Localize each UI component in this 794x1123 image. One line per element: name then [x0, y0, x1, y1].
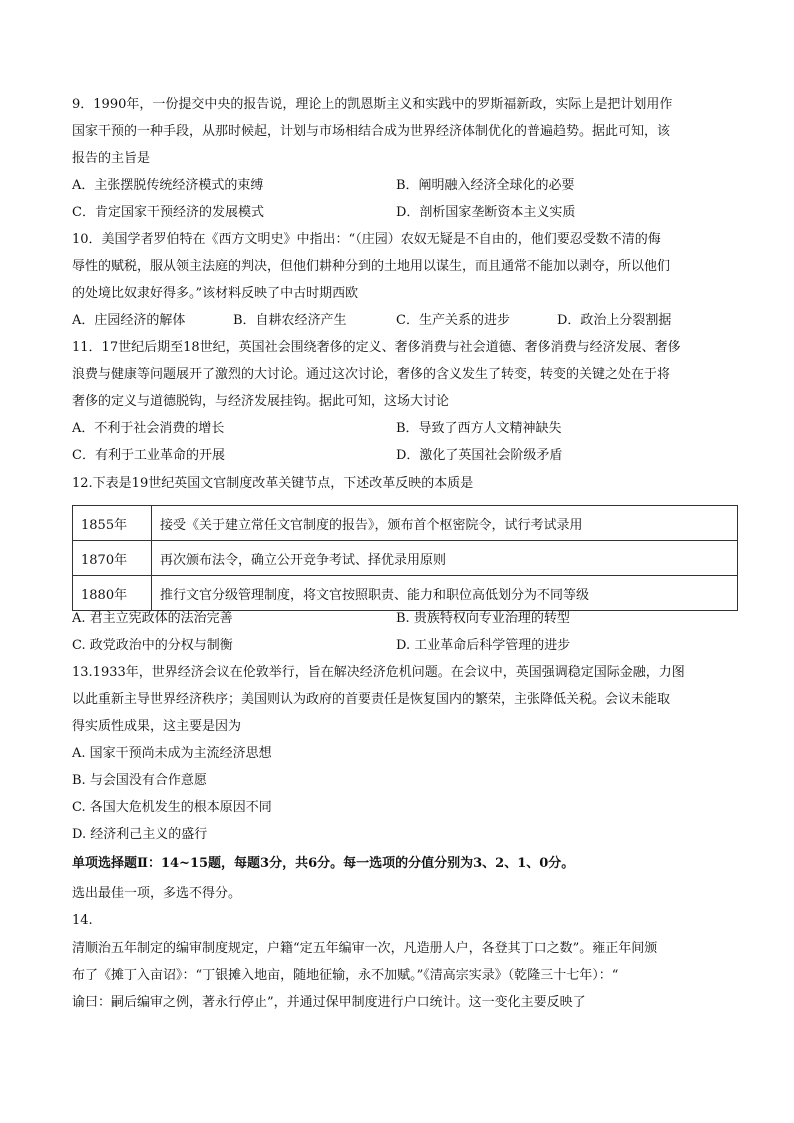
q10-stem-line-3: 的处境比奴隶好得多。”该材料反映了中古时期西欧	[72, 286, 359, 301]
q9-option-c: C．肯定国家干预经济的发展模式	[72, 205, 264, 220]
q10-stem-line-1: 10．美国学者罗伯特在《西方文明史》中指出：“（庄园）农奴无疑是不自由的，他们要忍受数不清的侮	[72, 232, 661, 247]
reform-table	[72, 505, 738, 611]
q11-stem-line-3: 奢侈的定义与道德脱钩，与经济发展挂钩。据此可知，这场大讨论	[72, 394, 450, 409]
q12-option-b: B. 贵族特权向专业治理的转型	[396, 611, 570, 626]
table-cell-content: 再次颁布法令，确立公开竞争考试、择优录用原则	[152, 541, 738, 576]
q13-option-b: B. 与会国没有合作意愿	[72, 773, 207, 788]
q13-stem-line-1: 13.1933年，世界经济会议在伦敦举行，旨在解决经济危机问题。在会议中，英国强调稳定国际金融，力图	[72, 665, 685, 680]
table-cell-year: 1855年	[73, 506, 152, 541]
q9-stem-line-3: 报告的主旨是	[72, 151, 151, 166]
q13-stem-line-3: 得实质性成果，这主要是因为	[72, 719, 242, 734]
q11-option-a: A．不利于社会消费的增长	[72, 421, 225, 436]
q10-option-a: A．庄园经济的解体	[72, 313, 186, 328]
section-note: 选出最佳一项，多选不得分。	[72, 886, 242, 901]
q13-option-c: C. 各国大危机发生的根本原因不同	[72, 800, 272, 815]
q9-option-a: A．主张摆脱传统经济模式的束缚	[72, 178, 264, 193]
q9-option-b: B．阐明融入经济全球化的必要	[396, 178, 575, 193]
q13-option-d: D. 经济利己主义的盛行	[72, 827, 208, 842]
q10-option-b: B．自耕农经济产生	[233, 313, 347, 328]
table-row	[73, 576, 738, 611]
table-row	[73, 506, 738, 541]
q14-stem-line-1: 清顺治五年制定的编审制度规定，户籍“定五年编审一次，凡造册人户，各登其丁口之数”。雍正年间颁	[72, 941, 658, 956]
q14-number: 14.	[72, 913, 93, 928]
q11-option-c: C．有利于工业革命的开展	[72, 448, 225, 463]
q14-stem-line-2: 布了《摊丁入亩诏》：“丁银摊入地亩，随地征输，永不加赋。”《清高宗实录》（乾隆三十七年）：“	[72, 968, 619, 983]
table-cell-year: 1880年	[73, 576, 152, 611]
q9-stem-line-1: 9．1990年，一份提交中央的报告说，理论上的凯恩斯主义和实践中的罗斯福新政，实际上是把计划用作	[72, 97, 673, 112]
table-cell-content: 推行文官分级管理制度，将文官按照职责、能力和职位高低划分为不同等级	[152, 576, 738, 611]
table-row	[73, 541, 738, 576]
q10-option-d: D．政治上分裂割据	[557, 313, 672, 328]
table-cell-year: 1870年	[73, 541, 152, 576]
table-cell-content: 接受《关于建立常任文官制度的报告》，颁布首个枢密院令，试行考试录用	[152, 506, 738, 541]
q12-option-c: C. 政党政治中的分权与制衡	[72, 638, 233, 653]
q12-stem: 12.下表是19世纪英国文官制度改革关键节点，下述改革反映的本质是	[72, 476, 474, 491]
q10-option-c: C．生产关系的进步	[396, 313, 510, 328]
q9-stem-line-2: 国家干预的一种手段，从那时候起，计划与市场相结合成为世界经济体制优化的普遍趋势。据此可知，该	[72, 124, 671, 139]
q13-option-a: A. 国家干预尚未成为主流经济思想	[72, 746, 272, 761]
q11-option-b: B．导致了西方人文精神缺失	[396, 421, 562, 436]
q11-option-d: D．激化了英国社会阶级矛盾	[396, 448, 563, 463]
q14-stem-line-3: 谕曰：嗣后编审之例，著永行停止”，并通过保甲制度进行户口统计。这一变化主要反映了	[72, 995, 586, 1010]
q11-stem-line-2: 浪费与健康等问题展开了激烈的大讨论。通过这次讨论，奢侈的含义发生了转变，转变的关键之处在于将	[72, 367, 671, 382]
q11-stem-line-1: 11．17世纪后期至18世纪，英国社会围绕奢侈的定义、奢侈消费与社会道德、奢侈消费与经济发展、奢侈	[72, 340, 681, 355]
q10-stem-line-2: 辱性的赋税，服从领主法庭的判决，但他们耕种分到的土地用以谋生，而且通常不能加以剥夺，所以他们	[72, 259, 671, 274]
q12-option-d: D. 工业革命后科学管理的进步	[396, 638, 571, 653]
q9-option-d: D．剖析国家垄断资本主义实质	[396, 205, 576, 220]
q13-stem-line-2: 以此重新主导世界经济秩序；美国则认为政府的首要责任是恢复国内的繁荣，主张降低关税。会议未能取	[72, 692, 671, 707]
q12-option-a: A. 君主立宪政体的法治完善	[72, 611, 233, 626]
section-heading: 单项选择题Ⅱ：14~15题，每题3分，共6分。每一选项的分值分别为3、2、1、0分。	[72, 856, 575, 871]
